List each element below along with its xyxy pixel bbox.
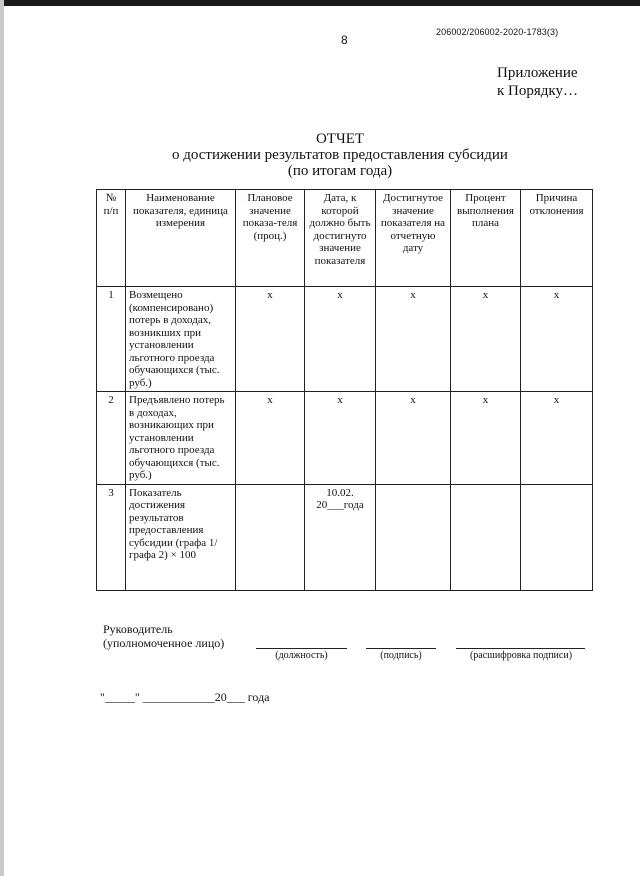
col-header-date: Дата, к которой должно быть достигнуто значение показателя xyxy=(305,190,376,287)
row-date: х xyxy=(305,287,376,392)
col-header-achieved: Достигнутое значение показателя на отчетную дату xyxy=(376,190,451,287)
row-number: 3 xyxy=(97,484,126,590)
row-reason: х xyxy=(521,392,593,485)
row-percent: х xyxy=(451,287,521,392)
table-row xyxy=(97,484,593,590)
table-row xyxy=(97,392,593,485)
col-header-percent: Процент выполнения плана xyxy=(451,190,521,287)
row-planned xyxy=(236,484,305,590)
col-header-indicator: Наименование показателя, единица измерения xyxy=(126,190,236,287)
row-reason xyxy=(521,484,593,590)
row-indicator-name: Показатель достижения результатов предоставления субсидии (графа 1/графа 2) × 100 xyxy=(126,484,236,590)
row-number: 2 xyxy=(97,392,126,485)
date-line: "_____" ____________20___ года xyxy=(100,690,270,704)
signatory-label: Руководитель xyxy=(103,622,173,636)
annex-note xyxy=(497,64,578,100)
row-date: х xyxy=(305,392,376,485)
row-achieved xyxy=(376,484,451,590)
report-title: ОТЧЕТ xyxy=(315,131,365,147)
page-number: 8 xyxy=(341,33,348,47)
row-indicator-name: Предъявлено потерь в доходах, возникающих при установлении льготного проезда обучающихся (тыс. руб.) xyxy=(126,392,236,485)
col-header-number: № п/п xyxy=(97,190,126,287)
position-signature-line xyxy=(256,648,347,649)
caption-signature: (подпись) xyxy=(380,650,422,661)
caption-position: (должность) xyxy=(275,650,328,661)
row-date-line-1: 10.02. xyxy=(326,486,354,499)
table-row xyxy=(97,287,593,392)
signatory-label-sub: (уполномоченное лицо) xyxy=(103,636,225,650)
decoding-signature-line xyxy=(456,648,585,649)
scan-left-edge xyxy=(0,0,4,876)
row-achieved: х xyxy=(376,392,451,485)
row-planned: х xyxy=(236,392,305,485)
row-date xyxy=(305,484,376,590)
signature-line xyxy=(366,648,436,649)
caption-decoding: (расшифровка подписи) xyxy=(469,650,573,661)
scan-top-border xyxy=(0,0,640,6)
row-planned: х xyxy=(236,287,305,392)
row-percent xyxy=(451,484,521,590)
row-number: 1 xyxy=(97,287,126,392)
row-reason: х xyxy=(521,287,593,392)
row-percent: х xyxy=(451,392,521,485)
report-period: (по итогам года) xyxy=(287,163,393,179)
table-header-row xyxy=(97,190,593,287)
col-header-reason: Причина отклонения xyxy=(521,190,593,287)
report-table xyxy=(96,189,593,591)
report-subtitle: о достижении результатов предоставления субсидии xyxy=(172,147,508,163)
annex-line-2: к Порядку… xyxy=(497,83,578,99)
annex-line-1: Приложение xyxy=(497,65,578,81)
document-number: 206002/206002-2020-1783(3) xyxy=(436,27,559,37)
row-date-line-2: 20___года xyxy=(316,499,364,511)
col-header-planned: Плановое значение показа-теля (проц.) xyxy=(236,190,305,287)
row-indicator-name: Возмещено (компенсировано) потерь в доходах, возникших при установлении льготного проезда обучающихся (тыс. руб.) xyxy=(126,287,236,392)
row-achieved: х xyxy=(376,287,451,392)
